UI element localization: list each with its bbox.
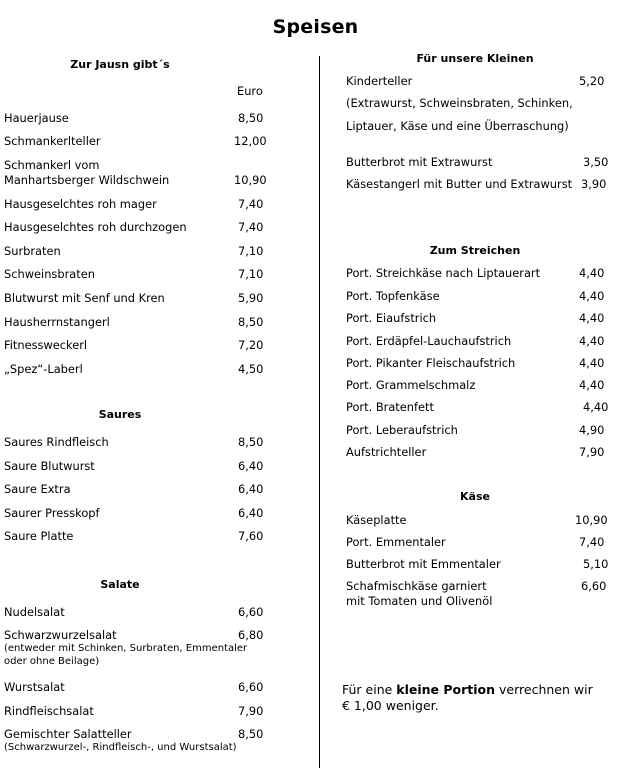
item-name: Port. Grammelschmalz bbox=[346, 378, 476, 392]
item-price: 6,80 bbox=[238, 628, 264, 642]
item-price: 3,90 bbox=[581, 177, 607, 191]
item-name: Fitnessweckerl bbox=[4, 338, 88, 352]
item-name: Port. Eiaufstrich bbox=[346, 311, 437, 325]
item-name: Saure Platte bbox=[4, 529, 74, 543]
item-price: 10,90 bbox=[575, 513, 608, 527]
item-price: 7,10 bbox=[238, 267, 264, 281]
item-note: (entweder mit Schinken, Surbraten, Emmentaler bbox=[4, 643, 248, 654]
item-name: Schwarzwurzelsalat bbox=[4, 628, 117, 642]
item-price: 4,40 bbox=[579, 378, 605, 392]
section-heading-kleine: Für unsere Kleinen bbox=[416, 52, 534, 65]
item-price: 7,20 bbox=[238, 338, 264, 352]
item-name: Käseplatte bbox=[346, 513, 407, 527]
item-name: Hausgeselchtes roh durchzogen bbox=[4, 220, 187, 234]
item-price: 8,50 bbox=[238, 727, 264, 741]
item-description: Liptauer, Käse und eine Überraschung) bbox=[346, 119, 569, 133]
item-name: Rindfleischsalat bbox=[4, 704, 94, 718]
item-name: Surbraten bbox=[4, 244, 61, 258]
item-price: 12,00 bbox=[234, 134, 267, 148]
item-name: Saure Blutwurst bbox=[4, 459, 95, 473]
item-name: Schweinsbraten bbox=[4, 267, 95, 281]
item-note: oder ohne Beilage) bbox=[4, 656, 100, 667]
item-name: Butterbrot mit Extrawurst bbox=[346, 155, 493, 169]
item-name: Port. Pikanter Fleischaufstrich bbox=[346, 356, 516, 370]
item-name: Port. Leberaufstrich bbox=[346, 423, 458, 437]
section-heading-jausn: Zur Jausn gibt´s bbox=[70, 58, 170, 71]
item-price: 7,90 bbox=[238, 704, 264, 718]
item-price: 7,40 bbox=[238, 197, 264, 211]
currency-label: Euro bbox=[237, 84, 263, 98]
section-heading-salate: Salate bbox=[100, 578, 140, 591]
item-price: 4,90 bbox=[579, 423, 605, 437]
item-name: Schmankerlteller bbox=[4, 134, 101, 148]
item-name-line2: Manhartsberger Wildschwein bbox=[4, 173, 170, 187]
column-divider bbox=[319, 56, 320, 768]
item-name: Blutwurst mit Senf und Kren bbox=[4, 291, 165, 305]
item-name: Port. Bratenfett bbox=[346, 400, 434, 414]
small-portion-note bbox=[342, 682, 612, 714]
item-price: 8,50 bbox=[238, 315, 264, 329]
item-note: (Schwarzwurzel-, Rindfleisch-, und Wurstsalat) bbox=[4, 742, 237, 753]
item-price: 5,20 bbox=[579, 74, 605, 88]
item-price: 7,90 bbox=[579, 445, 605, 459]
item-name: Käsestangerl mit Butter und Extrawurst bbox=[346, 177, 573, 191]
item-name: Port. Topfenkäse bbox=[346, 289, 440, 303]
item-price: 6,40 bbox=[238, 482, 264, 496]
item-name: Hauerjause bbox=[4, 111, 69, 125]
note-text-pre: Für eine bbox=[342, 682, 397, 697]
item-name: Aufstrichteller bbox=[346, 445, 427, 459]
item-name: Hausherrnstangerl bbox=[4, 315, 110, 329]
item-name: Port. Emmentaler bbox=[346, 535, 446, 549]
item-price: 4,40 bbox=[579, 266, 605, 280]
item-price: 6,60 bbox=[238, 605, 264, 619]
section-heading-saures: Saures bbox=[98, 408, 142, 421]
item-price: 6,40 bbox=[238, 459, 264, 473]
item-price: 7,40 bbox=[238, 220, 264, 234]
item-price: 4,50 bbox=[238, 362, 264, 376]
note-text-bold: kleine Portion bbox=[396, 682, 496, 697]
item-name: Gemischter Salatteller bbox=[4, 727, 132, 741]
item-name: Kinderteller bbox=[346, 74, 413, 88]
item-price: 6,60 bbox=[581, 579, 607, 593]
item-price: 5,10 bbox=[583, 557, 609, 571]
item-price: 4,40 bbox=[579, 289, 605, 303]
item-price: 7,40 bbox=[579, 535, 605, 549]
item-name: Port. Streichkäse nach Liptauerart bbox=[346, 266, 541, 280]
item-price: 4,40 bbox=[583, 400, 609, 414]
item-price: 6,40 bbox=[238, 506, 264, 520]
item-name: Saure Extra bbox=[4, 482, 71, 496]
item-name: Wurstsalat bbox=[4, 680, 65, 694]
note-text-line2: € 1,00 weniger. bbox=[342, 698, 439, 713]
item-name: „Spez“-Laberl bbox=[4, 362, 83, 376]
item-name: Schmankerl vom bbox=[4, 158, 100, 172]
item-price: 8,50 bbox=[238, 435, 264, 449]
item-name: Saurer Presskopf bbox=[4, 506, 100, 520]
item-price: 8,50 bbox=[238, 111, 264, 125]
note-text-post: verrechnen wir bbox=[495, 682, 593, 697]
item-name: Hausgeselchtes roh mager bbox=[4, 197, 157, 211]
item-price: 4,40 bbox=[579, 356, 605, 370]
item-price: 5,90 bbox=[238, 291, 264, 305]
item-name: Nudelsalat bbox=[4, 605, 65, 619]
item-name: Port. Erdäpfel-Lauchaufstrich bbox=[346, 334, 512, 348]
item-price: 4,40 bbox=[579, 311, 605, 325]
item-price: 3,50 bbox=[583, 155, 609, 169]
section-heading-kaese: Käse bbox=[460, 490, 490, 503]
item-name: Schafmischkäse garniert bbox=[346, 579, 487, 593]
item-price: 4,40 bbox=[579, 334, 605, 348]
item-price: 10,90 bbox=[234, 173, 267, 187]
item-price: 6,60 bbox=[238, 680, 264, 694]
section-heading-streichen: Zum Streichen bbox=[429, 244, 521, 257]
item-price: 7,60 bbox=[238, 529, 264, 543]
item-price: 7,10 bbox=[238, 244, 264, 258]
item-name: Butterbrot mit Emmentaler bbox=[346, 557, 501, 571]
page-title: Speisen bbox=[272, 16, 359, 38]
item-name-line2: mit Tomaten und Olivenöl bbox=[346, 594, 493, 608]
item-name: Saures Rindfleisch bbox=[4, 435, 109, 449]
item-description: (Extrawurst, Schweinsbraten, Schinken, bbox=[346, 96, 573, 110]
